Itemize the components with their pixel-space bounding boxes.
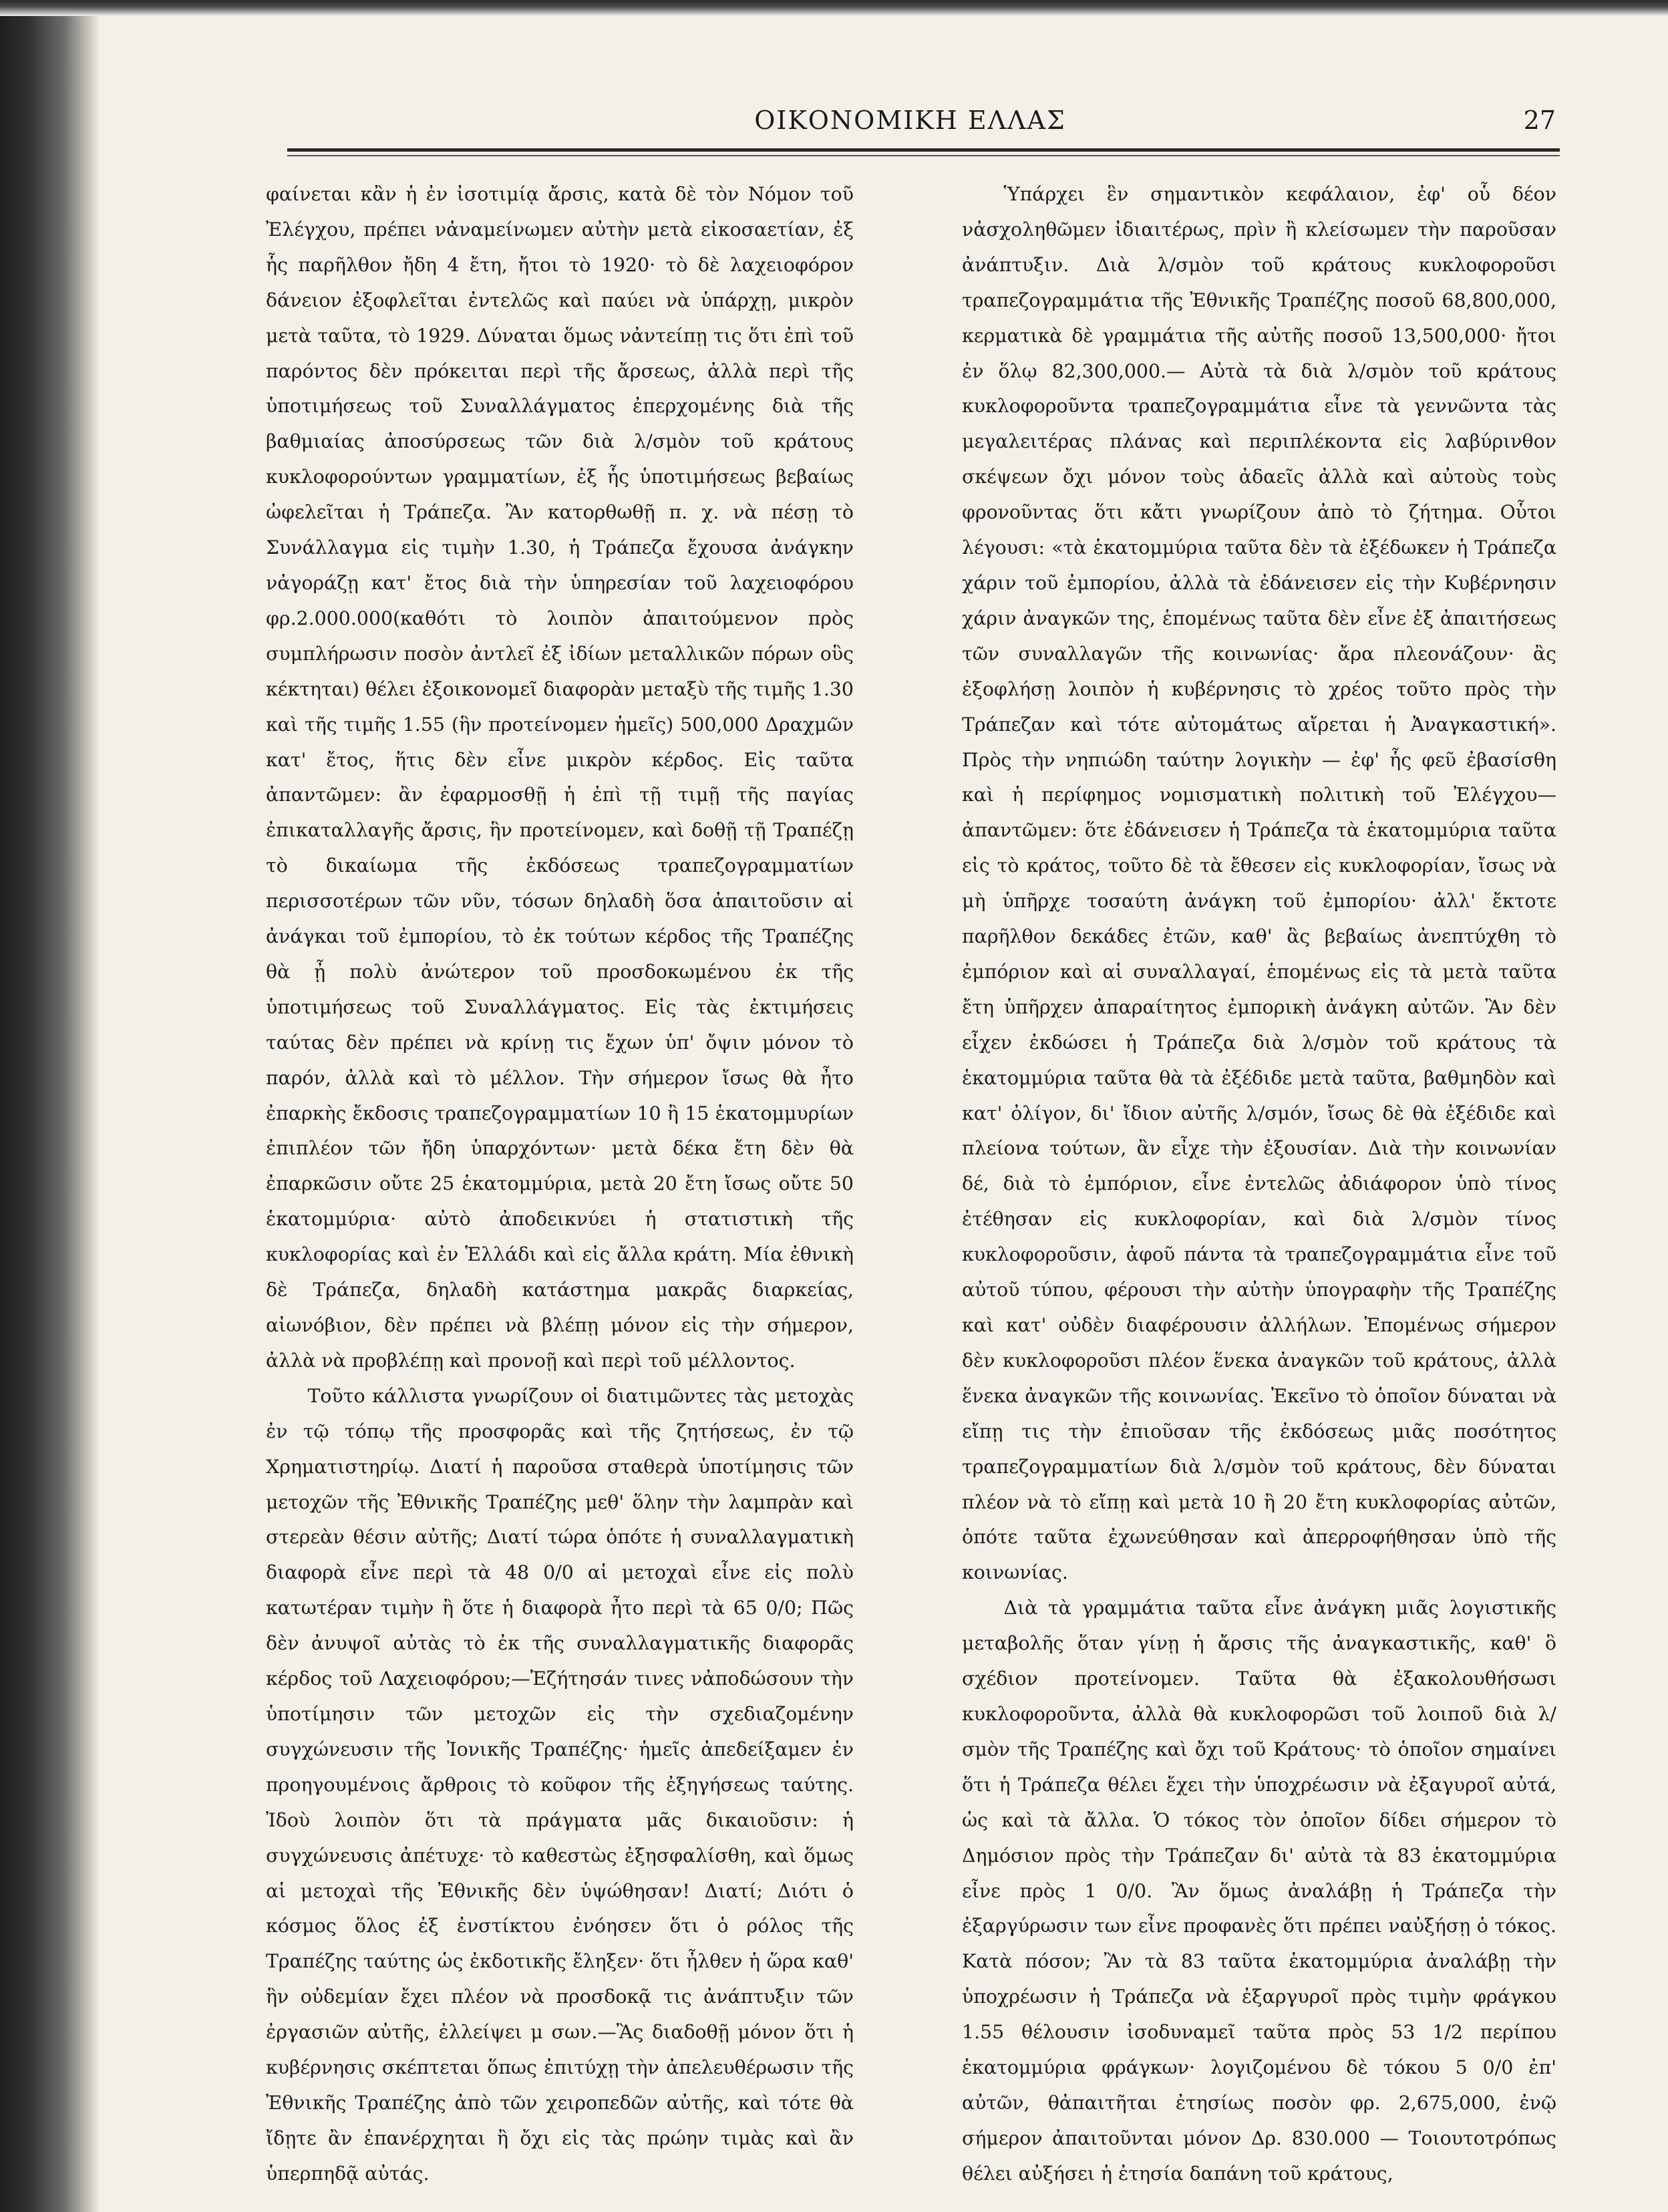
header-rule (287, 148, 1560, 152)
binding-shadow (0, 0, 100, 2212)
left-paragraph-2: Τοῦτο κάλλιστα γνωρίζουν οἱ διατιμῶντες τὰς μετοχὰς ἐν τῷ τόπῳ τῆς προσφορᾶς καὶ τῆς ζητήσεως, ἐν τῷ Χρηματιστηρίῳ. Διατί ἡ παροῦσα σταθερὰ ὑποτίμησις τῶν μετοχῶν τῆς Ἐθνικῆς Τραπέζης μεθ' ὅλην τὴν λαμπρὰν καὶ στερεὰν θέσιν αὐτῆς; Διατί τώρα ὁπότε ἡ συναλλαγματικὴ διαφορὰ εἶνε περὶ τὰ 48 0/0 αἱ μετοχαὶ εἶνε εἰς πολὺ κατωτέραν τιμὴν ἢ ὅτε ἡ διαφορὰ ἦτο περὶ τὰ 65 0/0; Πῶς δὲν ἀνυψοῖ αὐτὰς τὸ ἐκ τῆς συναλλαγματικῆς διαφορᾶς κέρδος τοῦ Λαχειοφόρου;—Ἐζήτησάν τινες νἀποδώσουν τὴν ὑποτίμησιν τῶν μετοχῶν εἰς τὴν σχεδιαζομένην συγχώνευσιν τῆς Ἰονικῆς Τραπέζης· ἡμεῖς ἀπεδείξαμεν ἐν προηγουμένοις ἄρθροις τὸ κοῦφον τῆς ἐξηγήσεως ταύτης. Ἰδοὺ λοιπὸν ὅτι τὰ πράγματα μᾶς δικαιοῦσιν: ἡ συγχώνευσις ἀπέτυχε· τὸ καθεστὼς ἐξησφαλίσθη, καὶ ὅμως αἱ μετοχαὶ τῆς Ἐθνικῆς δὲν ὑψώθησαν! Διατί; Διότι ὁ κόσμος ὅλος ἐξ ἐνστίκτου ἐνόησεν ὅτι ὁ ρόλος τῆς Τραπέζης ταύτης ὡς ἐκδοτικῆς ἔληξεν· ὅτι ἦλθεν ἡ ὥρα καθ' ἣν οὐδεμίαν ἔχει πλέον νὰ προσδοκᾷ τις ἀνάπτυξιν τῶν ἐργασιῶν αὐτῆς, ἐλλείψει μ σων.—Ἂς διαδοθῇ μόνον ὅτι ἡ κυβέρνησις σκέπτεται ὅπως ἐπιτύχῃ τὴν ἀπελευθέρωσιν τῆς Ἐθνικῆς Τραπέζης ἀπὸ τῶν χειροπεδῶν αὐτῆς, καὶ τότε θὰ ἴδῃτε ἂν ἐπανέρχηται ἢ ὄχι εἰς τὰς πρώην τιμὰς καὶ ἂν ὑπερπηδᾷ αὐτάς. (266, 1384, 854, 2185)
left-column (266, 177, 854, 2185)
page-number: 27 (1523, 106, 1556, 135)
right-paragraph-1: Ὑπάρχει ἓν σημαντικὸν κεφάλαιον, ἐφ' οὗ δέον νἀσχοληθῶμεν ἰδιαιτέρως, πρὶν ἢ κλείσωμεν τὴν παροῦσαν ἀνάπτυξιν. Διὰ λ/σμὸν τοῦ κράτους κυκλοφοροῦσι τραπεζογραμμάτια τῆς Ἐθνικῆς Τραπέζης ποσοῦ 68,800,000, κερματικὰ δὲ γραμμάτια τῆς αὐτῆς ποσοῦ 13,500,000· ἤτοι ἐν ὅλῳ 82,300,000.— Αὐτὰ τὰ διὰ λ/σμὸν τοῦ κράτους κυκλοφοροῦντα τραπεζογραμμάτια εἶνε τὰ γεννῶντα τὰς μεγαλειτέρας πλάνας καὶ περιπλέκοντα εἰς λαβύρινθον σκέψεων ὄχι μόνον τοὺς ἀδαεῖς ἀλλὰ καὶ αὐτοὺς τοὺς φρονοῦντας ὅτι κἄτι γνωρίζουν ἀπὸ τὸ ζήτημα. Οὗτοι λέγουσι: «τὰ ἑκατομμύρια ταῦτα δὲν τὰ ἐξέδωκεν ἡ Τράπεζα χάριν τοῦ ἐμπορίου, ἀλλὰ τὰ ἐδάνεισεν εἰς τὴν Κυβέρνησιν χάριν ἀναγκῶν της, ἑπομένως ταῦτα δὲν εἶνε ἐξ ἀπαιτήσεως τῶν συναλλαγῶν τῆς κοινωνίας· ἄρα πλεονάζουν· ἂς ἐξοφλήσῃ λοιπὸν ἡ κυβέρνησις τὸ χρέος τοῦτο πρὸς τὴν Τράπεζαν καὶ τότε αὐτομάτως αἴρεται ἡ Ἀναγκαστική». Πρὸς τὴν νηπιώδη ταύτην λογικὴν — ἐφ' ἧς φεῦ ἐβασίσθη καὶ ἡ περίφημος νομισματικὴ πολιτικὴ τοῦ Ἐλέγχου—ἀπαντῶμεν: ὅτε ἐδάνεισεν ἡ Τράπεζα τὰ ἑκατομμύρια ταῦτα εἰς τὸ κράτος, τοῦτο δὲ τὰ ἔθεσεν εἰς κυκλοφορίαν, ἴσως νὰ μὴ ὑπῆρχε τοσαύτη ἀνάγκη τοῦ ἐμπορίου· ἀλλ' ἔκτοτε παρῆλθον δεκάδες ἐτῶν, καθ' ἃς βεβαίως ἀνεπτύχθη τὸ ἐμπόριον καὶ αἱ συναλλαγαί, ἑπομένως εἰς τὰ μετὰ ταῦτα ἔτη ὑπῆρχεν ἀπαραίτητος ἐμπορικὴ ἀνάγκη αὐτῶν. Ἂν δὲν εἶχεν ἐκδώσει ἡ Τράπεζα διὰ λ/σμὸν τοῦ κράτους τὰ ἑκατομμύρια ταῦτα θὰ τὰ ἐξέδιδε μετὰ ταῦτα, βαθμηδὸν καὶ κατ' ὀλίγον, δι' ἴδιον αὐτῆς λ/σμόν, ἴσως δὲ θὰ ἐξέδιδε καὶ πλείονα τούτων, ἂν εἶχε τὴν ἐξουσίαν. Διὰ τὴν κοινωνίαν δέ, διὰ τὸ ἐμπόριον, εἶνε ἐντελῶς ἀδιάφορον ὑπὸ τίνος ἐτέθησαν εἰς κυκλοφορίαν, καὶ διὰ λ/σμὸν τίνος κυκλοφοροῦσιν, ἀφοῦ πάντα τὰ τραπεζογραμμάτια εἶνε τοῦ αὐτοῦ τύπου, φέρουσι τὴν αὐτὴν ὑπογραφὴν τῆς Τραπέζης καὶ κατ' οὐδὲν διαφέρουσιν ἀλλήλων. Ἑπομένως σήμερον δὲν κυκλοφοροῦσι πλέον ἕνεκα ἀναγκῶν τοῦ κράτους, ἀλλὰ ἕνεκα ἀναγκῶν τῆς κοινωνίας. Ἐκεῖνο τὸ ὁποῖον δύναται νὰ εἴπῃ τις τὴν ἐπιοῦσαν τῆς ἐκδόσεως μιᾶς ποσότητος τραπεζογραμματίων διὰ λ/σμὸν τοῦ κράτους, δὲν δύναται πλέον νὰ τὸ εἴπῃ καὶ μετὰ 10 ἢ 20 ἔτη κυκλοφορίας αὐτῶν, ὁπότε ταῦτα ἐχωνεύθησαν καὶ ἀπερροφήθησαν ὑπὸ τῆς κοινωνίας. (962, 183, 1556, 1584)
right-paragraph-2: Διὰ τὰ γραμμάτια ταῦτα εἶνε ἀνάγκη μιᾶς λογιστικῆς μεταβολῆς ὅταν γίνῃ ἡ ἄρσις τῆς ἀναγκαστικῆς, καθ' ὃ σχέδιον προτείνομεν. Ταῦτα θὰ ἐξακολουθήσωσι κυκλοφοροῦντα, ἀλλὰ θὰ κυκλοφορῶσι τοῦ λοιποῦ διὰ λ/σμὸν τῆς Τραπέζης καὶ ὄχι τοῦ Κράτους· τὸ ὁποῖον σημαίνει ὅτι ἡ Τράπεζα θέλει ἔχει τὴν ὑποχρέωσιν νὰ ἐξαγυροῖ αὐτά, ὡς καὶ τὰ ἄλλα. Ὁ τόκος τὸν ὁποῖον δίδει σήμερον τὸ Δημόσιον πρὸς τὴν Τράπεζαν δι' αὐτὰ τὰ 83 ἑκατομμύρια εἶνε πρὸς 1 0/0. Ἂν ὅμως ἀναλάβῃ ἡ Τράπεζα τὴν ἐξαργύρωσιν των εἶνε προφανὲς ὅτι πρέπει ναὐξήσῃ ὁ τόκος. Κατὰ πόσον; Ἂν τὰ 83 ταῦτα ἑκατομμύρια ἀναλάβῃ τὴν ὑποχρέωσιν ἡ Τράπεζα νὰ ἐξαργυροῖ πρὸς τιμὴν φράγκου 1.55 θέλουσιν ἰσοδυναμεῖ ταῦτα πρὸς 53 1/2 περίπου ἑκατομμύρια φράγκων· λογιζομένου δὲ τόκου 5 0/0 ἐπ' αὐτῶν, θἀπαιτῆται ἐτησίως ποσὸν φρ. 2,675,000, ἐνῷ σήμερον ἀπαιτοῦνται μόνον Δρ. 830.000 — Τοιουτοτρόπως θέλει αὐξήσει ἡ ἐτησία δαπάνη τοῦ κράτους, (962, 1597, 1556, 2185)
header-rule-thin (287, 155, 1560, 156)
right-column (962, 177, 1556, 2185)
running-title: ΟΙΚΟΝΟΜΙΚΗ ΕΛΛΑΣ (754, 106, 1066, 135)
scan-edge-shadow (0, 0, 1668, 16)
left-paragraph-1: φαίνεται κἂν ἡ ἐν ἰσοτιμίᾳ ἄρσις, κατὰ δὲ τὸν Νόμον τοῦ Ἐλέγχου, πρέπει νἀναμείνωμεν αὐτὴν μετὰ εἰκοσαετίαν, ἐξ ἧς παρῆλθον ἤδη 4 ἔτη, ἤτοι τὸ 1920· τὸ δὲ λαχειοφόρον δάνειον ἐξοφλεῖται ἐντελῶς καὶ παύει νὰ ὑπάρχῃ, μικρὸν μετὰ ταῦτα, τὸ 1929. Δύναται ὅμως νἀντείπῃ τις ὅτι ἐπὶ τοῦ παρόντος δὲν πρόκειται περὶ τῆς ἄρσεως, ἀλλὰ περὶ τῆς ὑποτιμήσεως τοῦ Συναλλάγματος ἐπερχομένης διὰ τῆς βαθμιαίας ἀποσύρσεως τῶν διὰ λ/σμὸν τοῦ κράτους κυκλοφορούντων γραμματίων, ἐξ ἧς ὑποτιμήσεως βεβαίως ὠφελεῖται ἡ Τράπεζα. Ἂν κατορθωθῇ π. χ. νὰ πέσῃ τὸ Συνάλλαγμα εἰς τιμὴν 1.30, ἡ Τράπεζα ἔχουσα ἀνάγκην νἀγοράζῃ κατ' ἔτος διὰ τὴν ὑπηρεσίαν τοῦ λαχειοφόρου φρ.2.000.000(καθότι τὸ λοιπὸν ἀπαιτούμενον πρὸς συμπλήρωσιν ποσὸν ἀντλεῖ ἐξ ἰδίων μεταλλικῶν πόρων οὓς κέκτηται) θέλει ἐξοικονομεῖ διαφορὰν μεταξὺ τῆς τιμῆς 1.30 καὶ τῆς τιμῆς 1.55 (ἣν προτείνομεν ἡμεῖς) 500,000 Δραχμῶν κατ' ἔτος, ἥτις δὲν εἶνε μικρὸν κέρδος. Εἰς ταῦτα ἀπαντῶμεν: ἂν ἐφαρμοσθῇ ἡ ἐπὶ τῇ τιμῇ τῆς παγίας ἐπικαταλλαγῆς ἄρσις, ἣν προτείνομεν, καὶ δοθῇ τῇ Τραπέζῃ τὸ δικαίωμα τῆς ἐκδόσεως τραπεζογραμματίων περισσοτέρων τῶν νῦν, τόσων δηλαδὴ ὅσα ἀπαιτοῦσιν αἱ ἀνάγκαι τοῦ ἐμπορίου, τὸ ἐκ τούτων κέρδος τῆς Τραπέζης θὰ ᾖ πολὺ ἀνώτερον τοῦ προσδοκωμένου ἐκ τῆς ὑποτιμήσεως τοῦ Συναλλάγματος. Εἰς τὰς ἐκτιμήσεις ταύτας δὲν πρέπει νὰ κρίνῃ τις ἔχων ὑπ' ὄψιν μόνον τὸ παρόν, ἀλλὰ καὶ τὸ μέλλον. Τὴν σήμερον ἴσως θὰ ἦτο ἐπαρκὴς ἔκδοσις τραπεζογραμματίων 10 ἢ 15 ἑκατομμυρίων ἐπιπλέον τῶν ἤδη ὑπαρχόντων· μετὰ δέκα ἔτη δὲν θὰ ἐπαρκῶσιν οὔτε 25 ἑκατομμύρια, μετὰ 20 ἔτη ἴσως οὔτε 50 ἑκατομμύρια· αὐτὸ ἀποδεικνύει ἡ στατιστικὴ τῆς κυκλοφορίας καὶ ἐν Ἑλλάδι καὶ εἰς ἄλλα κράτη. Μία ἐθνικὴ δὲ Τράπεζα, δηλαδὴ κατάστημα μακρᾶς διαρκείας, αἰωνόβιον, δὲν πρέπει νὰ βλέπῃ μόνον εἰς τὴν σήμερον, ἀλλὰ νὰ προβλέπῃ καὶ προνοῇ καὶ περὶ τοῦ μέλλοντος. (266, 183, 854, 1372)
page-header (261, 100, 1560, 147)
